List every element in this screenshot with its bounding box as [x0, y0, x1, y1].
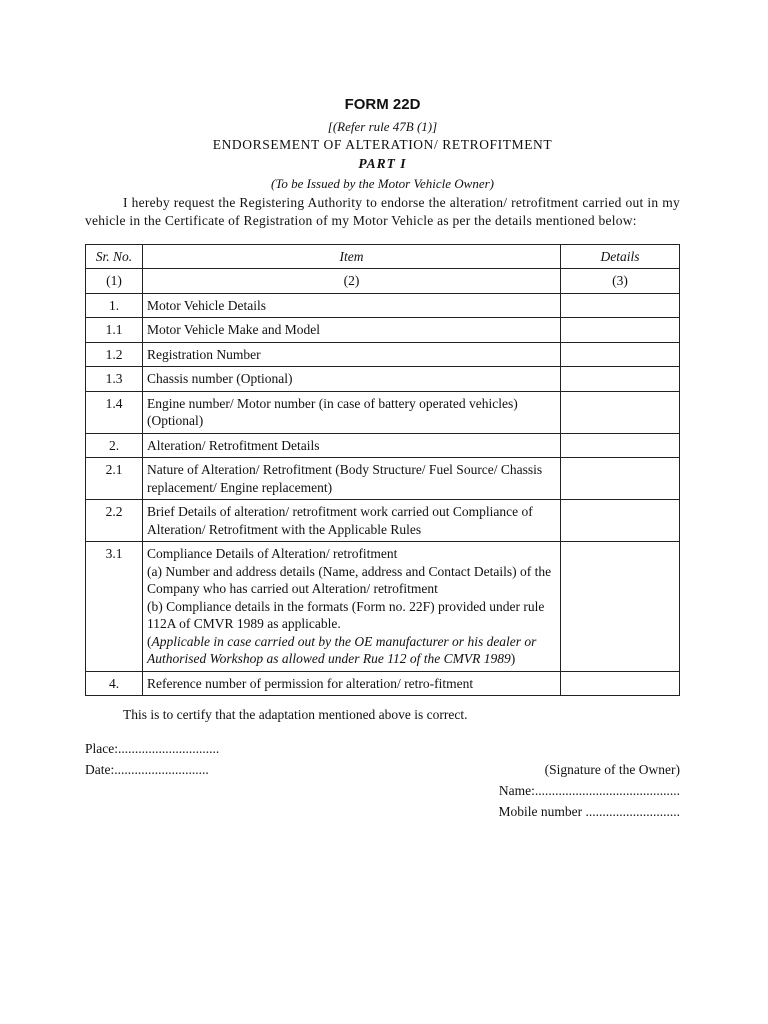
row-item: Nature of Alteration/ Retrofitment (Body Structure/ Fuel Source/ Chassis replacement/ Engine replacement) — [143, 458, 561, 500]
row-item: Brief Details of alteration/ retrofitment work carried out Compliance of Alteration/ Retrofitment with the Applicable Rules — [143, 500, 561, 542]
row-details-cell[interactable] — [561, 433, 680, 458]
row-sr-no: 1.1 — [86, 318, 143, 343]
row-details-cell[interactable] — [561, 318, 680, 343]
row-item-line: (b) Compliance details in the formats (Form no. 22F) provided under rule 112A of CMVR 1989 as applicable. — [147, 598, 545, 631]
row-item: Chassis number (Optional) — [143, 367, 561, 392]
row-item: Engine number/ Motor number (in case of battery operated vehicles) (Optional) — [143, 391, 561, 433]
row-sr-no: 3.1 — [86, 542, 143, 672]
mobile-number-field[interactable]: Mobile number ............................ — [498, 803, 680, 819]
row-item: Registration Number — [143, 342, 561, 367]
row-sr-no: 1.3 — [86, 367, 143, 392]
table-row — [86, 671, 680, 696]
row-sr-no: 1.4 — [86, 391, 143, 433]
date-signature-line — [85, 759, 680, 780]
table-row — [86, 318, 680, 343]
form-page — [85, 96, 680, 822]
name-field[interactable]: Name:........................................... — [498, 782, 680, 798]
issued-by-note: (To be Issued by the Motor Vehicle Owner) — [270, 176, 494, 191]
header-sr-no: Sr. No. — [86, 244, 143, 269]
row-details-cell[interactable] — [561, 367, 680, 392]
table-row — [86, 458, 680, 500]
row-sr-no: 1. — [86, 293, 143, 318]
row-sr-no: 2.1 — [86, 458, 143, 500]
table-row — [86, 391, 680, 433]
row-details-cell[interactable] — [561, 500, 680, 542]
header-details: Details — [561, 244, 680, 269]
row-sr-no: 2.2 — [86, 500, 143, 542]
row-details-cell[interactable] — [561, 342, 680, 367]
row-item-line: Compliance Details of Alteration/ retrofitment — [147, 546, 398, 561]
row-item: Alteration/ Retrofitment Details — [143, 433, 561, 458]
form-title: FORM 22D — [344, 96, 421, 113]
row-details-cell[interactable] — [561, 458, 680, 500]
row-sr-no: 4. — [86, 671, 143, 696]
row-item — [143, 542, 561, 672]
row-item-note: (Applicable in case carried out by the OE manufacturer or his dealer or Authorised Workshop as allowed under Rue 112 of the CMVR 1989) — [147, 633, 537, 666]
certify-text: This is to certify that the adaptation mentioned above is correct. — [123, 707, 468, 722]
date-field[interactable]: Date:............................ — [85, 761, 209, 777]
row-item-note-text: Applicable in case carried out by the OE manufacturer or his dealer or Authorised Workshop as allowed under Rue 112 of the CMVR 1989 — [147, 633, 537, 666]
row-sr-no: 1.2 — [86, 342, 143, 367]
row-sr-no: 2. — [86, 433, 143, 458]
table-row — [86, 342, 680, 367]
row-details-cell[interactable] — [561, 391, 680, 433]
row-item: Reference number of permission for alteration/ retro-fitment — [143, 671, 561, 696]
row-details-cell[interactable] — [561, 293, 680, 318]
table-row — [86, 293, 680, 318]
place-field[interactable]: Place:.............................. — [85, 740, 220, 756]
table-header-row — [86, 244, 680, 269]
row-details-cell[interactable] — [561, 671, 680, 696]
row-item: Motor Vehicle Details — [143, 293, 561, 318]
row-item: Motor Vehicle Make and Model — [143, 318, 561, 343]
row-item-line: (a) Number and address details (Name, address and Contact Details) of the Company who has carried out Alteration/ retrofitment — [147, 563, 552, 596]
certification-statement — [85, 706, 680, 724]
column-number-2: (2) — [143, 269, 561, 294]
column-number-1: (1) — [86, 269, 143, 294]
table-row — [86, 542, 680, 672]
header-item: Item — [143, 244, 561, 269]
intro-paragraph — [85, 194, 680, 230]
table-row — [86, 433, 680, 458]
column-number-3: (3) — [561, 269, 680, 294]
table-row — [86, 500, 680, 542]
form-heading: ENDORSEMENT OF ALTERATION/ RETROFITMENT — [212, 137, 553, 152]
intro-text: I hereby request the Registering Authority to endorse the alteration/ retrofitment carried out in my vehicle in the Certificate of Registration of my Motor Vehicle as per the details mentioned below: — [85, 195, 680, 228]
column-number-row — [86, 269, 680, 294]
table-row — [86, 367, 680, 392]
part-label: PART I — [358, 156, 407, 171]
row-details-cell[interactable] — [561, 542, 680, 672]
details-table — [85, 244, 680, 697]
signature-label: (Signature of the Owner) — [544, 761, 680, 777]
rule-reference: [(Refer rule 47B (1)] — [327, 119, 438, 134]
